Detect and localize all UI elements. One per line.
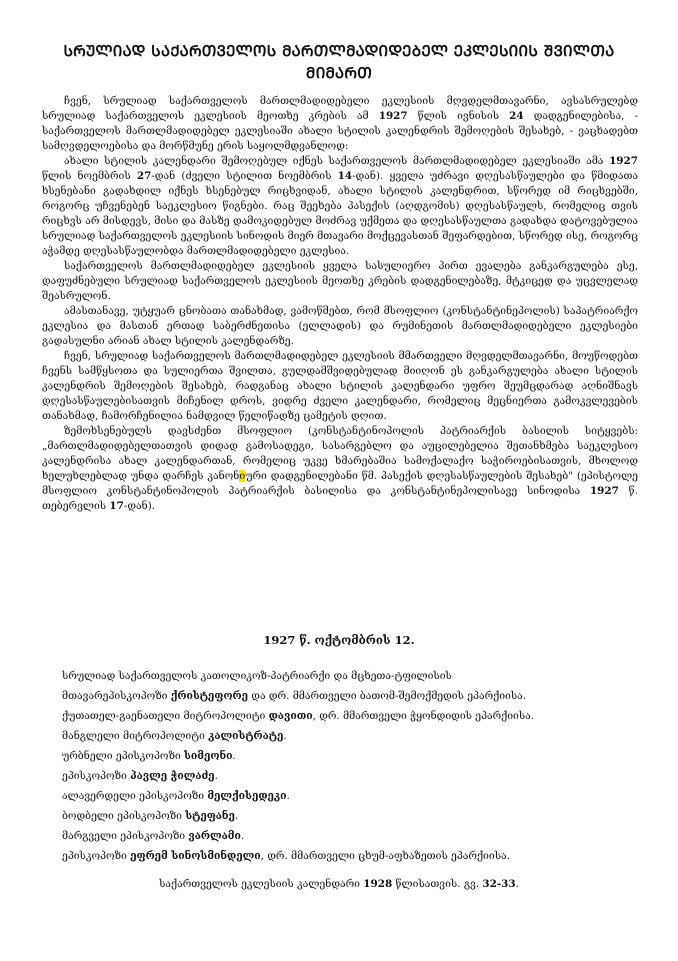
text-run: საქართველოს ეკლესიის კალენდარი	[159, 878, 364, 890]
bold-text: 1927	[589, 485, 619, 497]
text-run: ეპისკოპოზი	[62, 770, 131, 782]
text-run: ჩვენ, სრულიად საქართველოს მართლმადიდებელი ეკლესიის მღვდელმთავარნი, ავსასრულებდ სრულიად საქართველოს ეკლესიის მეოთხე კრების ამ	[42, 95, 638, 122]
signatory-line	[62, 826, 642, 846]
highlighted-text: ი	[239, 470, 246, 482]
body-paragraph	[42, 424, 638, 514]
text-run: წ. თებერვლის	[42, 485, 638, 512]
text-run: , დრ. მმართველი ცხუმ-აფხაზეთის ეპარქიისა.	[260, 850, 510, 862]
text-run: წლისათვის. გვ.	[392, 878, 483, 890]
bold-text: 12	[394, 633, 411, 647]
text-run: წლის ნოემბრის	[42, 170, 137, 182]
signatories-list	[62, 666, 642, 866]
text-run: ეპისკოპოზი	[62, 850, 131, 862]
body-paragraph	[42, 304, 638, 349]
text-run: ახალი სტილის კალენდარი შემოღებულ იქნეს საქართველოს მართლმადიდებელ ეკლესიაში ამა	[64, 155, 610, 167]
bold-text: 24	[509, 110, 524, 122]
signatory-line	[62, 786, 642, 806]
bold-text: სიმეონი	[184, 750, 233, 762]
bold-text: 27	[136, 170, 152, 182]
text-run: დადგენილებისა, - საქართველოს მართლმადიდებელ ეკლესიაში ახალი სტილის კალენდრის შემოღების შესახებ, - ვაცხადებთ სამღვდელოებისა და მორწმუნე ერის საყოლმდვანლოდ:	[42, 110, 639, 152]
bold-text: 1927	[378, 110, 408, 122]
text-run: .	[515, 878, 519, 890]
bold-text: ვარლამი	[188, 830, 241, 842]
bold-text: ქრისტეფორე	[170, 690, 248, 702]
text-run: .	[286, 790, 290, 802]
date-line	[0, 633, 678, 647]
signatory-line	[62, 726, 642, 746]
signatory-line	[62, 746, 642, 766]
bold-text: დავითი	[268, 710, 313, 722]
bold-text: პავლე ჭილაძე	[130, 770, 215, 782]
text-run: ქუთათელ-გაენათელი მიტროპოლიტი	[62, 710, 269, 722]
body-paragraph	[42, 259, 638, 304]
text-run: უკვე ხმარებაშია სამოქალაქო საჭიროებისათვის, მხოლოდ ხელუხლებლად უნდა დარჩეს კანონ	[42, 455, 638, 482]
signatory-line	[62, 686, 642, 706]
text-run: .	[232, 750, 236, 762]
text-run: .	[410, 633, 415, 647]
text-run: -დან).	[123, 500, 156, 512]
text-run: წ. ოქტომბრის	[295, 633, 395, 647]
text-run: მანგლელი მიტროპოლიტი	[62, 730, 209, 742]
bold-text: კალისტრატე	[208, 730, 284, 742]
text-run: .	[240, 830, 245, 842]
bold-text: 32-33	[482, 878, 516, 890]
body-paragraph	[42, 154, 638, 259]
text-run: და დრ. მმართველი ბათომ-შემოქმედის ეპარქიისა.	[247, 690, 527, 702]
bold-text: მელქისედეკი	[207, 790, 287, 802]
bold-text: 1927	[263, 633, 296, 647]
text-run: .	[234, 810, 239, 822]
text-run: .	[214, 770, 218, 782]
text-run: წლის ივნისის	[407, 110, 510, 122]
signatory-line	[62, 766, 642, 786]
bold-text: სტეფანე	[185, 810, 235, 822]
text-run: -დან (ძველი სტილით ნოემბრის	[151, 170, 338, 182]
signatory-line	[62, 846, 642, 866]
text-run: ზემოხსენებულს დავსძენთ მსოფლიო (კონსტანტინოპოლის პატრიარქის ბასილის სიტყვებს: „მართლმადიდებელთათვის დიდად გამოსადეგი, სასარგებლო და აუცილებელია შეთანხმება საეკლესიო კალენდრისა ახალ კალენდართან, რომელიც	[42, 425, 638, 467]
text-run: სრულიად საქართველოს კათოლიკოზ-პატრიარქი და მცხეთა-ტფილისის	[62, 670, 452, 682]
bold-text: 1927	[609, 155, 638, 167]
bold-text: 1928	[363, 878, 393, 890]
text-run: ურბნელი ეპისკოპოზი	[62, 750, 185, 762]
text-run: ჩვენ, სრულიად საქართველოს მართლმადიდებელ ეკლესიის მმართველი მღვდელმთავარნი, მოუწოდებთ ჩვენს სამწყსოთა და სულიერთა შვილთა, გულდამშვიდებულად მიიღონ ეს განკარგულება ახალი სტილის კალენდრის შემოღების შესახებ, რადგანაც ახალი სტილის კალენდარი უფრო შეუმცდარად აღნიშნავს დღესასწაულებისათვის მიჩენილ დროს, ვიდრე ძველი კალენდარი, რომელიც მეცნიერთა გამოკვლევების თანახმად, ჩამორჩენილია ნამდვილ წელიწადზე ცამეტის დღით.	[42, 350, 638, 422]
text-run: მთავარეპისკოპოზი	[62, 690, 171, 702]
bold-text: 14	[337, 170, 353, 182]
text-run: .	[283, 730, 287, 742]
text-run: ური დადგენილებანი წმ. პასექის დღესასწაულების შესახებ" (ეპისტოლე მსოფლიო კონსტანტინოპოლის პატრიარქის ბასილისა და კონსტანტინეპოლისავე სინოდისა	[42, 470, 639, 497]
text-run: საქართველოს მართლმადიდებელ ეკლესიის ყველა სასულიერო პირთ ევალება განკარგულება ესე, დაფუძნებული სრულიად საქართველოს ეკლესიის მეოთხე კრების დადგენილებაზე, მტკიცედ და უცვლელად შეასრულონ.	[42, 260, 638, 302]
signatory-line	[62, 706, 642, 726]
source-citation	[0, 878, 678, 890]
bold-text: 17	[109, 500, 124, 512]
text-run: , დრ. მმართველი ჭყონდიდის ეპარქიისა.	[312, 710, 535, 722]
signatory-line	[62, 666, 642, 686]
document-title: ᲡᲠᲣᲚᲘᲐᲓ ᲡᲐᲥᲐᲠᲗᲕᲔᲚᲝᲡ ᲛᲐᲠᲗᲚᲛᲐᲓᲘᲓᲔᲑᲔᲚ ᲔᲙᲚᲔᲡᲘᲘᲡ ᲨᲕᲘᲚᲗᲐ ᲛᲘᲛᲐᲠᲗ	[63, 42, 615, 82]
body-paragraph	[42, 94, 638, 154]
text-run: ალავერდელი ეპისკოპოზი	[62, 790, 208, 802]
epistle-body	[42, 94, 638, 514]
signatory-line	[62, 806, 642, 826]
text-run: ამასთანავე, უტყუარ ცნობათა თანახმად, ვამოწმებთ, რომ მსოფლიო (კონსტანტინეპოლის) საპატრიარქო ეკლესია და მასთან ერთად საბერძნეთისა (ელლადის) და რუმინეთის მართლმადიდებელი ეკლესიები გადასულნი არიან ახალ სტილის კალენდარზე.	[42, 305, 638, 347]
text-run: ბოდბელი ეპისკოპოზი	[62, 810, 186, 822]
text-run: -დან). ყველა უძრავი დღესასწაულები და წმიდათა ხსენებანი გადახდილ იქნეს ხსენებულ რიცხვიდან, ახალი სტილის კალენდრით, სწორედ იმ რიცხვებში, როგორც უჩვენებენ საეკლესიო წიგნები. რაც შეეხება პასექის (აღდგომის) დღესასწაულს, რომელიც თვის რიცხვს არ მისდევს, მისი და მასზე დამოკიდებულ მოძრავ უქმეთა და დღესასწაულთა გადახდა დატოვებულია სრულიად საქართველოს ეკლესიის სინოდის მიერ მთავარი მოქცევასთან შეფარდებით, სწორედ ისე, როგორც აჭამდე დღესასწაულობდა მართლმადიდებელი ეკლესია.	[42, 170, 638, 257]
bold-text: ეფრემ სინოსმინდელი	[130, 850, 261, 862]
text-run: მარგველი ეპისკოპოზი	[62, 830, 189, 842]
body-paragraph	[42, 349, 638, 424]
